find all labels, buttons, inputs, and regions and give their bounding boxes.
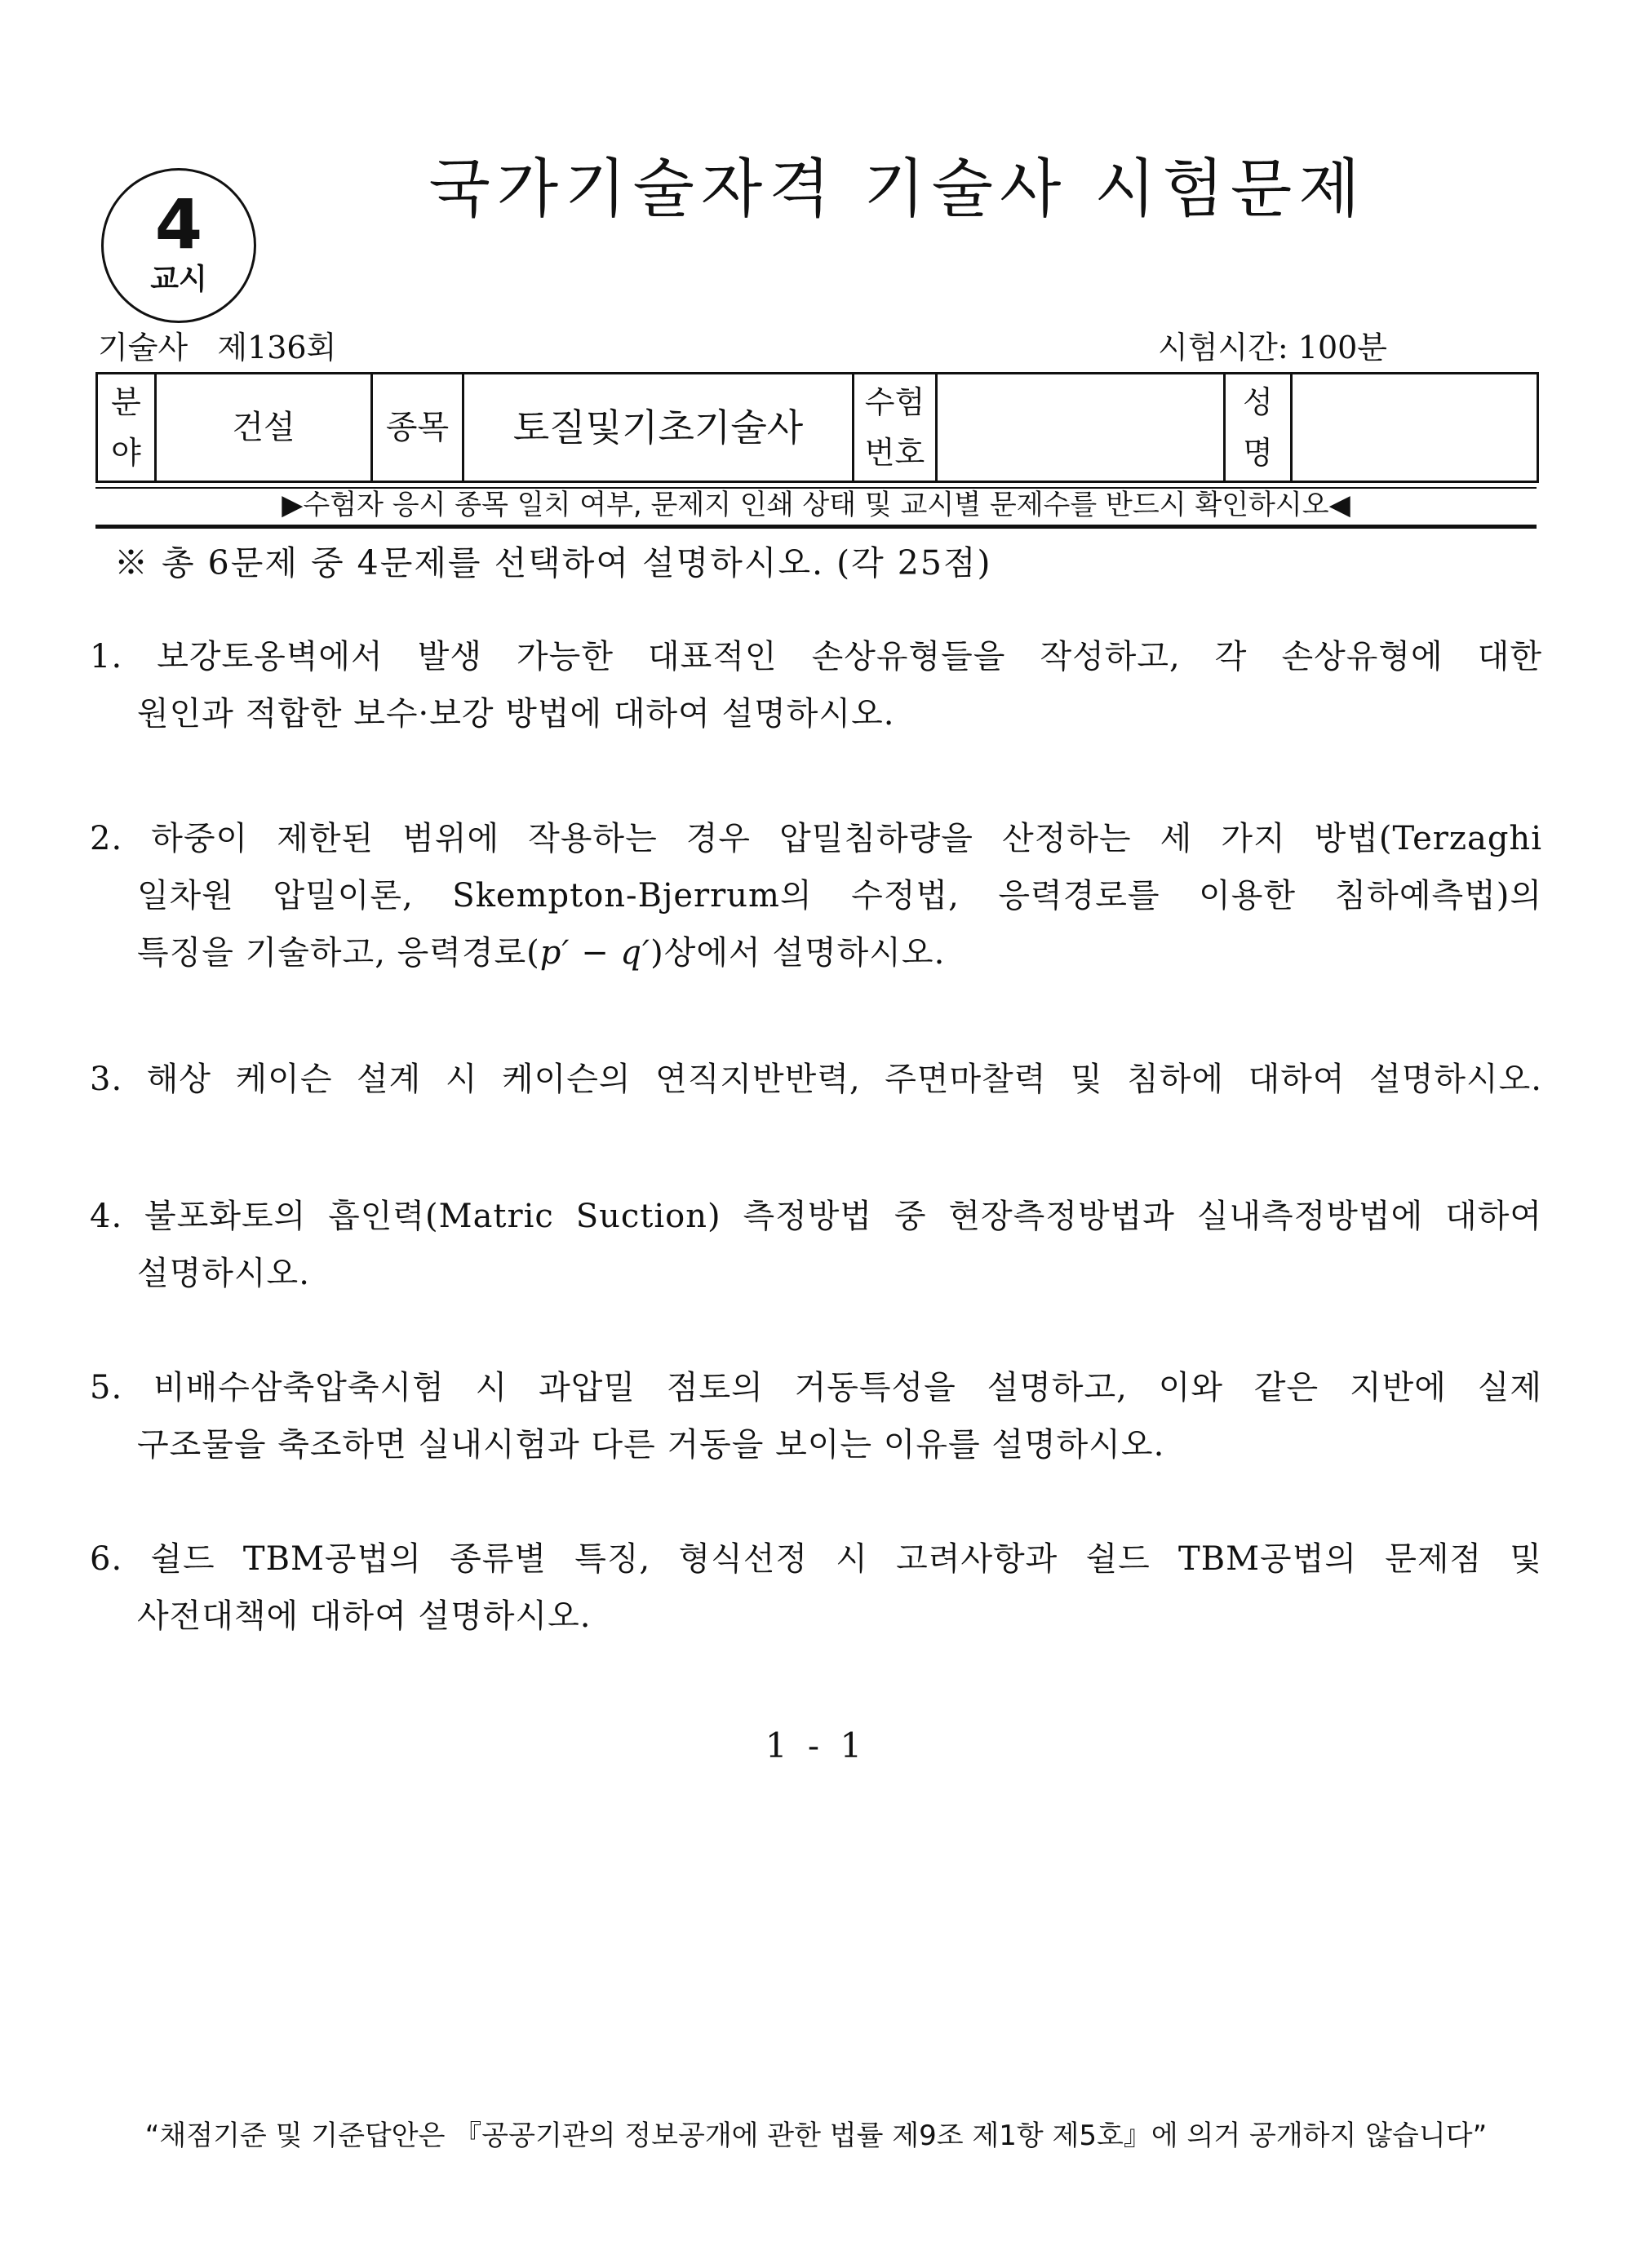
period-number: 4	[154, 184, 203, 264]
question-2-line-3	[90, 924, 1542, 981]
footer-disclaimer: “채점기준 및 기준답안은 『공공기관의 정보공개에 관한 법률 제9조 제1항 제5호』에 의거 공개하지 않습니다”	[144, 2120, 1488, 2152]
name-label-bottom: 명	[1243, 435, 1273, 471]
exam-info-table	[95, 372, 1539, 483]
question-4-line-1: 4. 불포화토의 흡인력(Matric Suction) 측정방법 중 현장측정방법과 실내측정방법에 대하여	[90, 1198, 1542, 1235]
exam-session: 기술사 제136회	[98, 330, 337, 365]
name-field[interactable]	[1292, 374, 1538, 482]
exam-no-label-bottom: 번호	[864, 435, 925, 471]
exam-no-label-cell	[854, 374, 937, 482]
instruction-text: ※ 총 6문제 중 4문제를 선택하여 설명하시오. (각 25점)	[114, 543, 992, 583]
divider-bottom	[95, 525, 1537, 529]
stress-path-formula: p′ − q′	[539, 934, 651, 972]
notice-text: ▶수험자 응시 종목 일치 여부, 문제지 인쇄 상태 및 교시별 문제수를 반드시 확인하시오◀	[282, 489, 1350, 521]
exam-no-label-top: 수험	[864, 384, 925, 420]
name-label-top: 성	[1243, 384, 1273, 420]
question-3-line-1: 3. 해상 케이슨 설계 시 케이슨의 연직지반반력, 주면마찰력 및 침하에 대하여 설명하시오.	[90, 1061, 1542, 1098]
question-5-line-1: 5. 비배수삼축압축시험 시 과압밀 점토의 거동특성을 설명하고, 이와 같은 지반에 실제	[90, 1369, 1542, 1406]
field-value: 건설	[156, 374, 372, 482]
question-1-line-1: 1. 보강토옹벽에서 발생 가능한 대표적인 손상유형들을 작성하고, 각 손상유형에 대한	[90, 638, 1542, 676]
page-number: 1 - 1	[765, 1725, 867, 1765]
field-label-cell	[97, 374, 156, 482]
question-4-line-2: 설명하시오.	[137, 1255, 310, 1292]
field-label-top: 분	[111, 384, 141, 420]
question-2	[90, 810, 1542, 981]
category-value: 토질및기초기술사	[463, 374, 854, 482]
question-2-line-1: 2. 하중이 제한된 범위에 작용하는 경우 압밀침하량을 산정하는 세 가지 방법(Terzaghi	[90, 820, 1542, 857]
page-title: 국가기술자격 기술사 시험문제	[428, 153, 1367, 226]
question-2-line-3-start: 특징을 기술하고, 응력경로(	[137, 934, 540, 972]
question-3	[90, 1051, 1542, 1108]
question-1-line-2: 원인과 적합한 보수·보강 방법에 대하여 설명하시오.	[137, 695, 895, 733]
question-2-line-2: 일차원 압밀이론, Skempton-Bjerrum의 수정법, 응력경로를 이용한 침하예측법)의	[137, 877, 1542, 915]
exam-no-field[interactable]	[937, 374, 1225, 482]
question-1	[90, 628, 1542, 742]
question-4	[90, 1188, 1542, 1302]
question-5	[90, 1359, 1542, 1473]
period-label: 교시	[150, 263, 207, 296]
period-badge	[101, 168, 256, 323]
exam-duration: 시험시간: 100분	[1158, 330, 1387, 365]
field-label-bottom: 야	[111, 435, 141, 471]
question-6	[90, 1530, 1542, 1645]
question-6-line-1: 6. 쉴드 TBM공법의 종류별 특징, 형식선정 시 고려사항과 쉴드 TBM공법의 문제점 및	[90, 1540, 1542, 1578]
question-2-line-3-end: )상에서 설명하시오.	[650, 934, 946, 972]
name-label-cell	[1225, 374, 1292, 482]
category-label: 종목	[372, 374, 463, 482]
question-5-line-2: 구조물을 축조하면 실내시험과 다른 거동을 보이는 이유를 설명하시오.	[137, 1426, 1165, 1464]
question-6-line-2: 사전대책에 대하여 설명하시오.	[137, 1597, 592, 1635]
